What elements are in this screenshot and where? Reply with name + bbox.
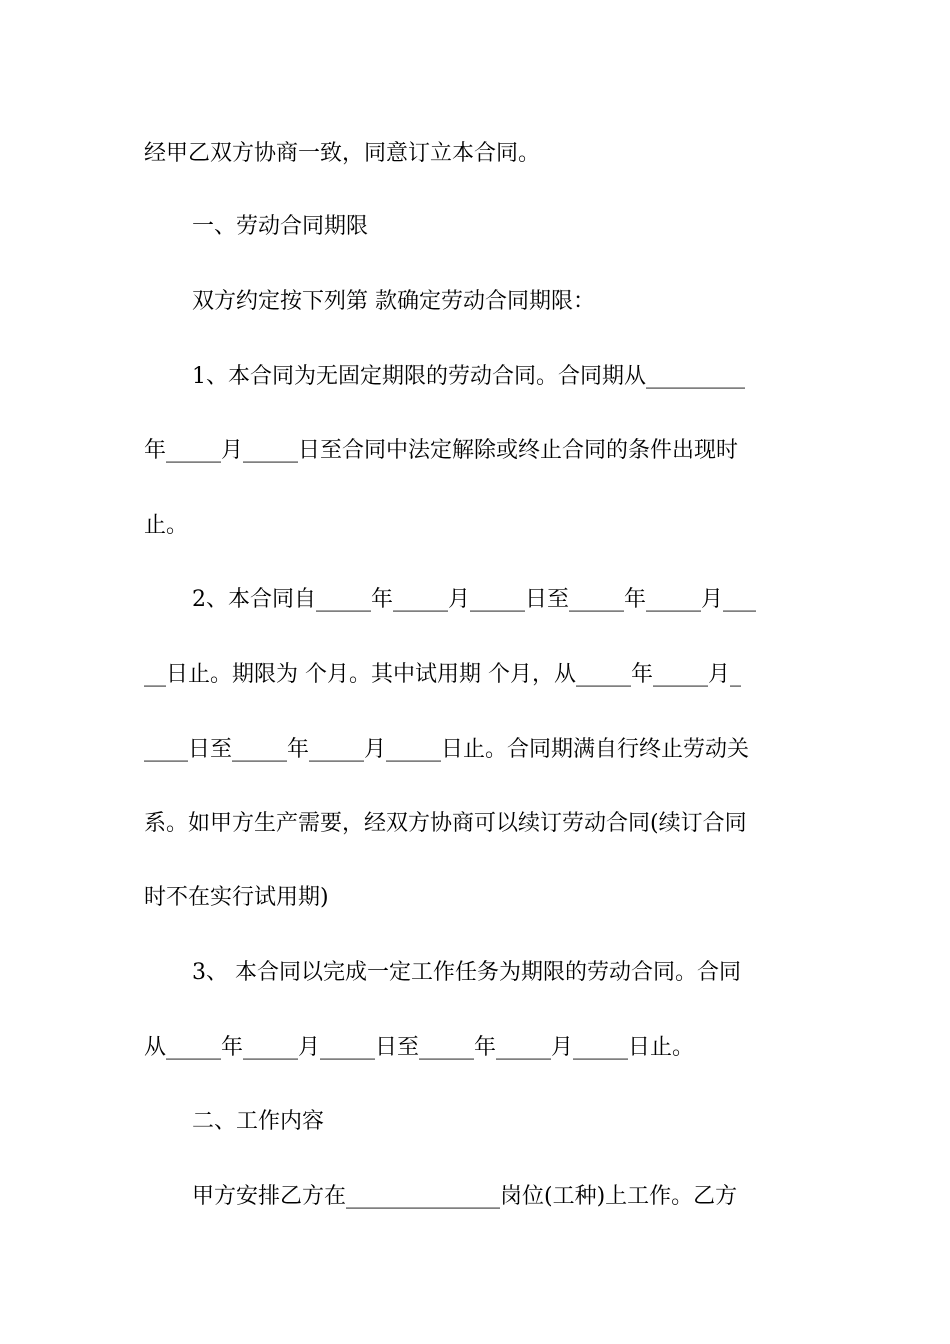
clause-1-line-1: 1、本合同为无固定期限的劳动合同。合同期从_________ bbox=[192, 364, 745, 389]
clause-3-line-1: 3、 本合同以完成一定工作任务为期限的劳动合同。合同 bbox=[192, 960, 741, 985]
clause-2-line-3: ____日至_____年_____月_____日止。合同期满自行终止劳动关 bbox=[144, 737, 750, 762]
paragraph-agreement-line: 经甲乙双方协商一致，同意订立本合同。 bbox=[144, 141, 541, 166]
clause-2-line-5: 时不在实行试用期) bbox=[144, 885, 329, 910]
clause-2-line-4: 系。如甲方生产需要，经双方协商可以续订劳动合同(续订合同 bbox=[144, 811, 747, 836]
section-heading-contract-term: 一、劳动合同期限 bbox=[192, 214, 369, 239]
paragraph-work-position: 甲方安排乙方在______________岗位(工种)上工作。乙方 bbox=[192, 1184, 738, 1209]
clause-2-line-1: 2、本合同自_____年_____月_____日至_____年_____月___ bbox=[192, 587, 756, 612]
clause-1-line-3: 止。 bbox=[144, 513, 189, 538]
clause-3-line-2: 从_____年_____月_____日至_____年_____月_____日止。 bbox=[144, 1035, 695, 1060]
clause-2-line-2: __日止。期限为 个月。其中试用期 个月，从_____年_____月_ bbox=[144, 662, 741, 687]
section-heading-work-content: 二、工作内容 bbox=[192, 1109, 325, 1134]
paragraph-term-intro: 双方约定按下列第 款确定劳动合同期限： bbox=[192, 289, 595, 314]
clause-1-line-2: 年_____月_____日至合同中法定解除或终止合同的条件出现时 bbox=[144, 438, 739, 463]
